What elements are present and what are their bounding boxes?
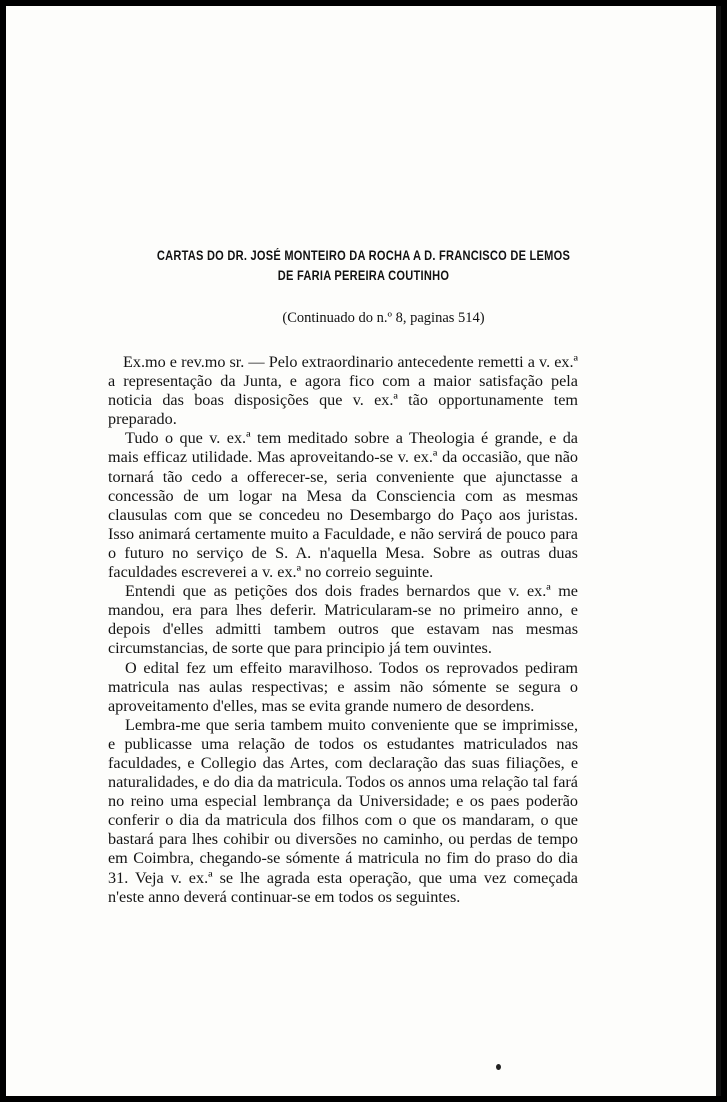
document-page xyxy=(6,6,721,1096)
paragraph: Ex.mo e rev.mo sr. — Pelo extraordinario antecedente remetti a v. ex.ª a representação da Junta, e agora fico com a maior satisfação pela noticia das boas disposições que v. ex.ª tão opportunamente tem preparado. xyxy=(108,353,578,429)
letter-body xyxy=(108,353,578,907)
paragraph: Lembra-me que seria tambem muito conveniente que se imprimisse, e publicasse uma relação de todos os estudantes matriculados nas faculdades, e Collegio das Artes, com declaração das suas filiações, e naturalidades, e do dia da matricula. Todos os annos uma relação tal fará no reino uma especial lembrança da Universidade; e os paes poderão conferir o dia da matricula dos filhos com o que os mandaram, o que bastará para lhes cohibir ou diversões no caminho, ou perdas de tempo em Coimbra, chegando-se sómente á matricula no fim do praso do dia 31. Veja v. ex.ª se lhe agrada esta operação, que uma vez começada n'este anno deverá continuar-se em todos os seguintes. xyxy=(108,715,578,906)
ink-speck xyxy=(496,1064,501,1070)
article-heading xyxy=(6,246,721,327)
title-line-1: CARTAS DO DR. JOSÉ MONTEIRO DA ROCHA A D. FRANCISCO DE LEMOS xyxy=(156,248,571,263)
title-line-2: DE FARIA PEREIRA COUTINHO xyxy=(277,268,450,283)
paragraph: Tudo o que v. ex.ª tem meditado sobre a Theologia é grande, e da mais efficaz utilidade. Mas aproveitando-se v. ex.ª da occasião, que não tornará tão cedo a offerecer-se, seria conveniente que ajunctasse a concessão de um logar na Mesa da Consciencia com as mesmas clausulas com que se concedeu no Desembargo do Paço aos juristas. Isso animará certamente muito a Faculdade, e não servirá de pouco para o futuro no serviço de S. A. n'aquella Mesa. Sobre as outras duas faculdades escreverei a v. ex.ª no correio seguinte. xyxy=(108,429,578,582)
paragraph: O edital fez um effeito maravilhoso. Todos os reprovados pediram matricula nas aulas respectivas; e assim não sómente se segura o aproveitamento d'elles, mas se evita grande numero de desordens. xyxy=(108,658,578,715)
paragraph: Entendi que as petições dos dois frades bernardos que v. ex.ª me mandou, era para lhes deferir. Matricularam-se no primeiro anno, e depois d'elles admitti tambem outros que estavam nas mesmas circumstancias, de sorte que para principio já tem ouvintes. xyxy=(108,582,578,658)
continuation-note: (Continuado do n.º 8, paginas 514) xyxy=(282,310,485,326)
